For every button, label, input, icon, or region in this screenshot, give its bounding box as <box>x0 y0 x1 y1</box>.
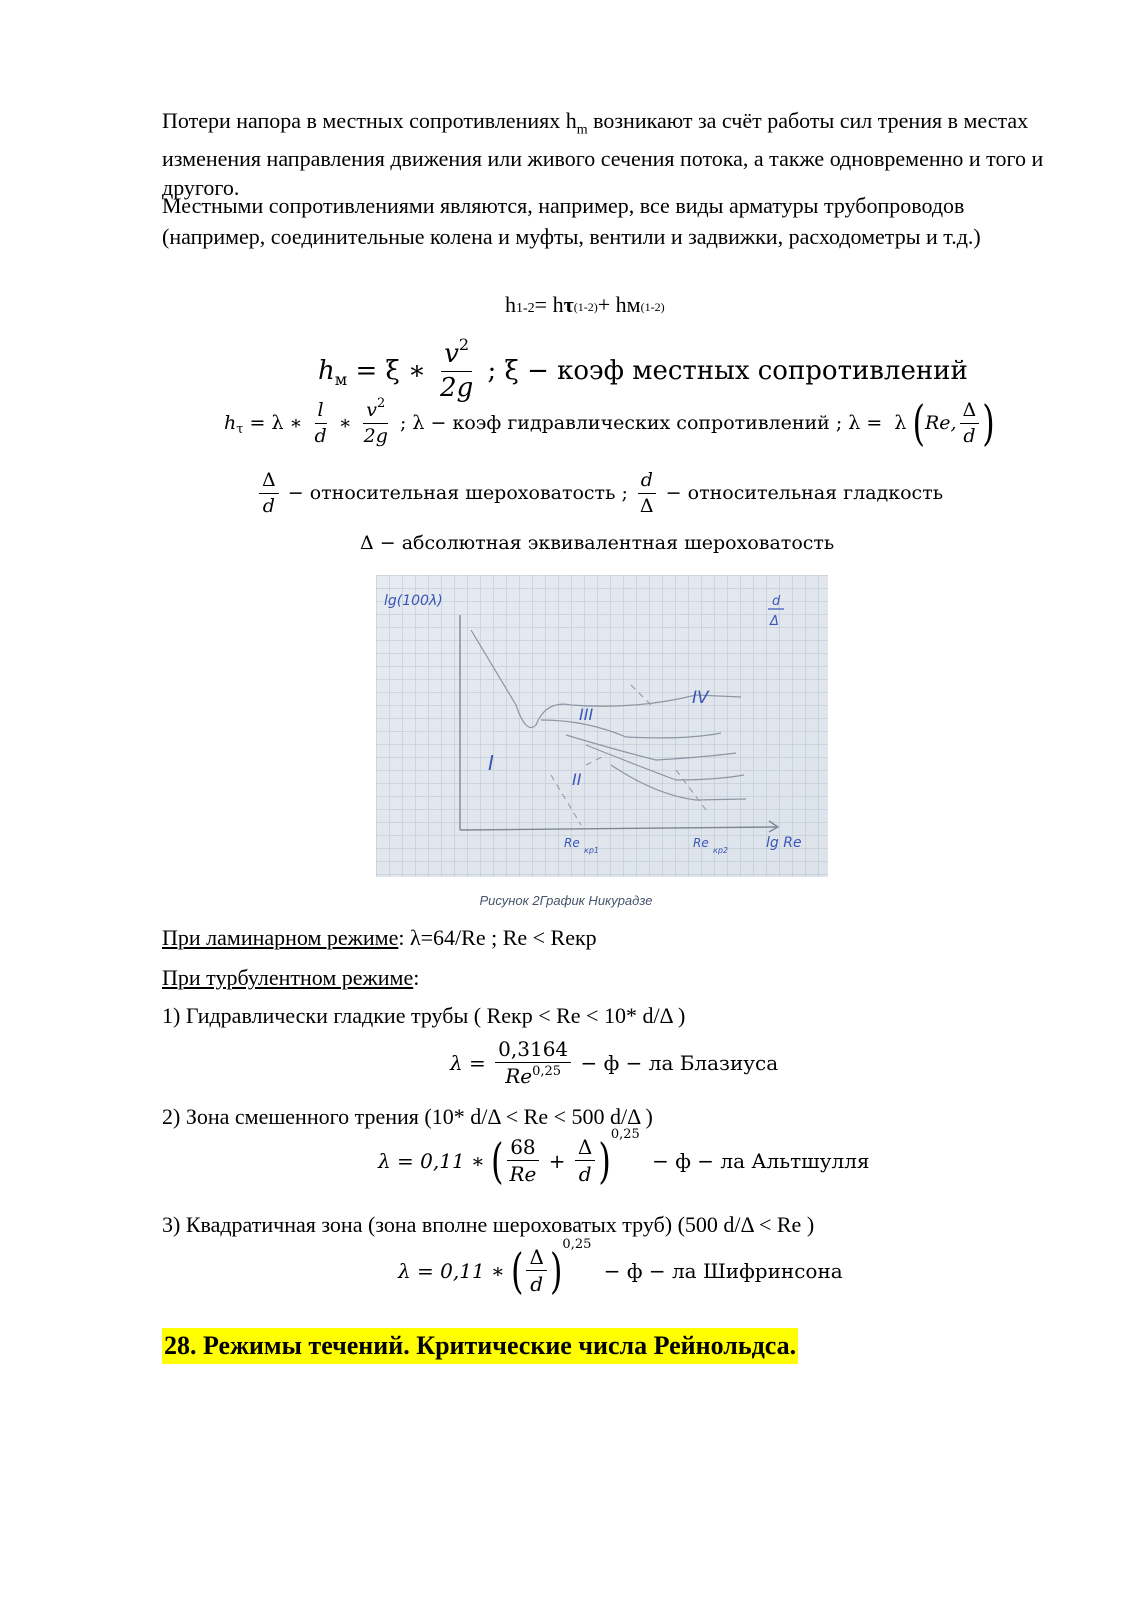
shifrinson-open-paren: ( <box>511 1242 524 1299</box>
altshul-plus: + <box>542 1148 572 1173</box>
blasius-den-sup: 0,25 <box>532 1064 562 1079</box>
altshul-exp: 0,25 <box>610 1127 640 1142</box>
laminar-line <box>162 925 597 951</box>
total-m-sub: (1-2) <box>640 299 665 314</box>
figure-caption: Рисунок 2График Никурадзе <box>479 893 653 908</box>
friction-l: l <box>315 400 327 424</box>
rough-text-2: − относительная гладкость <box>659 482 944 505</box>
friction-d: d <box>314 424 327 447</box>
zone-iii-label: III <box>579 705 594 724</box>
friction-frac-v2-2g <box>361 396 391 447</box>
blasius-lhs: λ = <box>450 1050 493 1075</box>
altshul-frac-68-re <box>506 1136 539 1185</box>
re-kr2-label: Re <box>693 836 709 850</box>
friction-open-paren: ( <box>912 394 925 452</box>
item-mixed-friction: 2) Зона смешенного трения (10* d/Δ < Re < 500 d/Δ ) <box>162 1104 653 1129</box>
formula-absolute-roughness: Δ − абсолютная эквивалентная шероховатость <box>360 532 835 554</box>
formula-local-loss <box>318 335 968 403</box>
intro-text-end: возникают за счёт работы сил трения в местах изменения направления движения или живого сечения потока, а также одновременно и того и другого. <box>162 108 1044 201</box>
shifrinson-d: d <box>530 1272 544 1296</box>
turbulent-colon: : <box>413 965 420 990</box>
re-kr1-label: Re <box>564 836 580 850</box>
altshul-text: − ф − ла Альтшулля <box>645 1148 870 1173</box>
intro-paragraph-2: Местными сопротивлениями являются, например, все виды арматуры трубопроводов (например, соединительные колена и муфты, вентили и задвижки, расходометры и т.д.) <box>162 193 981 249</box>
paper-grid <box>376 575 828 877</box>
total-m: м <box>626 292 641 317</box>
friction-star: ∗ <box>332 412 358 435</box>
friction-frac-l-d <box>312 400 330 447</box>
local-lhs-sub: м <box>334 369 348 389</box>
formula-total-head-loss <box>505 292 665 318</box>
local-rest: ; ξ − коэф местных сопротивлений <box>479 356 968 387</box>
shifrinson-close-paren: ) <box>549 1242 563 1299</box>
altshul-lhs: λ = 0,11 ∗ <box>378 1148 491 1173</box>
total-h-sub: 1-2 <box>516 301 535 316</box>
zone-iv-label: IV <box>692 688 709 708</box>
right-label-d: d <box>772 594 781 609</box>
section-heading-28: 28. Режимы течений. Критические числа Рейнольдса. <box>162 1328 798 1364</box>
total-eq: = h <box>534 292 564 317</box>
friction-delta: Δ <box>960 400 980 424</box>
rough-delta2: Δ <box>639 494 654 517</box>
zone-i-label: I <box>488 751 494 775</box>
friction-lhs: h <box>224 412 237 435</box>
rough-d2: d <box>638 470 656 494</box>
formula-shifrinson <box>398 1237 843 1299</box>
rough-delta: Δ <box>259 470 279 494</box>
formula-altshul <box>378 1127 870 1189</box>
altshul-frac-delta-d <box>575 1136 595 1185</box>
laminar-formula: : λ=64/Re ; Re < Reкр <box>398 925 597 950</box>
blasius-den: Re <box>505 1064 533 1088</box>
local-fraction <box>437 335 476 403</box>
rough-frac-delta-d <box>259 470 279 517</box>
formula-roughness <box>256 470 943 517</box>
friction-lhs-sub: τ <box>236 421 244 437</box>
rough-frac-d-delta <box>637 470 657 517</box>
rough-d: d <box>262 494 275 517</box>
altshul-open-paren: ( <box>491 1132 504 1189</box>
re-kr1-sub: кр1 <box>584 846 599 855</box>
local-den: 2g <box>440 372 474 403</box>
blasius-text: − ф − ла Блазиуса <box>574 1050 779 1075</box>
friction-frac-delta-d <box>960 400 980 447</box>
formula-friction-loss <box>224 394 995 452</box>
shifrinson-frac-delta-d <box>526 1246 546 1295</box>
intro-text-start: Потери напора в местных сопротивлениях h <box>162 108 577 133</box>
formula-blasius <box>450 1038 778 1087</box>
total-plus: + h <box>597 292 627 317</box>
total-tau: τ <box>563 292 574 317</box>
item-smooth-pipes: 1) Гидравлически гладкие трубы ( Reкр < Re < 10* d/Δ ) <box>162 1003 686 1028</box>
friction-2g: 2g <box>363 424 388 447</box>
friction-close-paren: ) <box>982 394 995 452</box>
intro-paragraph-1 <box>162 106 1062 202</box>
friction-eq: = λ ∗ <box>243 412 309 435</box>
shifrinson-text: − ф − ла Шифринсона <box>597 1258 843 1283</box>
blasius-fraction <box>495 1038 571 1087</box>
item-quadratic-zone: 3) Квадратичная зона (зона вполне шероховатых труб) (500 d/Δ < Re ) <box>162 1212 815 1237</box>
local-lhs: h <box>318 356 335 387</box>
x-axis-label: lg Re <box>766 835 802 851</box>
shifrinson-lhs: λ = 0,11 ∗ <box>398 1258 511 1283</box>
local-num: v <box>444 339 459 369</box>
altshul-68: 68 <box>507 1136 538 1161</box>
friction-text: ; λ − коэф гидравлических сопротивлений ; λ = λ <box>393 412 913 435</box>
altshul-close-paren: ) <box>598 1132 611 1189</box>
total-h: h <box>505 292 516 317</box>
y-axis-label: lg(100λ) <box>384 593 443 609</box>
altshul-delta: Δ <box>575 1136 595 1161</box>
turbulent-line <box>162 965 419 991</box>
total-tau-sub: (1-2) <box>573 299 598 314</box>
re-kr2-sub: кр2 <box>713 846 728 855</box>
shifrinson-exp: 0,25 <box>562 1237 592 1252</box>
altshul-d: d <box>578 1162 592 1186</box>
rough-text-1: − относительная шероховатость ; <box>281 482 634 505</box>
right-label-delta: Δ <box>770 614 779 629</box>
friction-v: v <box>366 399 378 421</box>
blasius-num: 0,3164 <box>495 1038 571 1063</box>
shifrinson-delta: Δ <box>526 1246 546 1271</box>
local-num-sup: 2 <box>458 335 470 354</box>
friction-v-sup: 2 <box>377 396 386 411</box>
laminar-label: При ламинарном режиме <box>162 925 399 950</box>
nikuradse-graph-photo <box>376 575 828 877</box>
turbulent-label: При турбулентном режиме <box>162 965 414 990</box>
local-mid: = ξ ∗ <box>347 356 435 387</box>
altshul-re: Re <box>509 1162 537 1186</box>
zone-ii-label: II <box>572 770 582 789</box>
friction-re: Re, <box>924 412 957 435</box>
hm-subscript: m <box>576 122 588 138</box>
friction-d2: d <box>963 424 976 447</box>
